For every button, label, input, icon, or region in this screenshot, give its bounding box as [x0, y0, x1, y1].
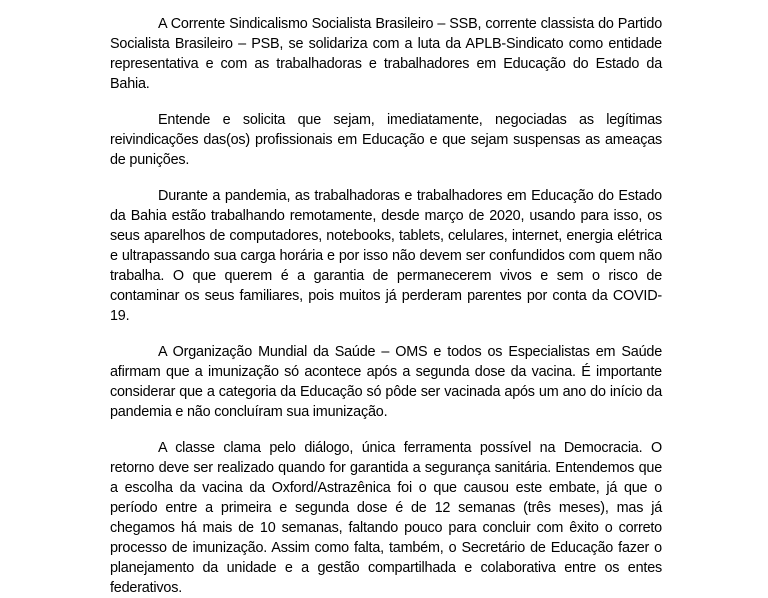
- paragraph-dialogue: A classe clama pelo diálogo, única ferramenta possível na Democracia. O retorno deve ser realizado quando for garantida a segurança sanitária. Entendemos que a escolha da vacina da Oxford/Astrazênica foi o que causou este embate, já que o período entre a primeira e segunda dose é de 12 semanas (três meses), mas já chegamos há mais de 10 semanas, faltando pouco para concluir com êxito o correto processo de imunização. Assim como falta, também, o Secretário de Educação fazer o planejamento da unidade e a gestão compartilhada e colaborativa entre os entes federativos.: [110, 440, 662, 596]
- paragraph-solidarity: A Corrente Sindicalismo Socialista Brasileiro – SSB, corrente classista do Partido Socialista Brasileiro – PSB, se solidariza com a luta da APLB-Sindicato como entidade representativa e com as trabalhadoras e trabalhadores em Educação do Estado da Bahia.: [110, 16, 662, 92]
- document-body: [110, 14, 662, 598]
- paragraph-negotiation-request: Entende e solicita que sejam, imediatamente, negociadas as legítimas reivindicações das(os) profissionais em Educação e que sejam suspensas as ameaças de punições.: [110, 112, 662, 168]
- paragraph-remote-work: Durante a pandemia, as trabalhadoras e trabalhadores em Educação do Estado da Bahia estão trabalhando remotamente, desde março de 2020, usando para isso, os seus aparelhos de computadores, notebooks, tablets, celulares, internet, energia elétrica e ultrapassando sua carga horária e por isso não devem ser confundidos com quem não trabalha. O que querem é a garantia de permanecerem vivos e sem o risco de contaminar os seus familiares, pois muitos já perderam parentes por conta da COVID-19.: [110, 188, 662, 324]
- paragraph-immunization: A Organização Mundial da Saúde – OMS e todos os Especialistas em Saúde afirmam que a imunização só acontece após a segunda dose da vacina. É importante considerar que a categoria da Educação só pôde ser vacinada após um ano do início da pandemia e não concluíram sua imunização.: [110, 344, 662, 420]
